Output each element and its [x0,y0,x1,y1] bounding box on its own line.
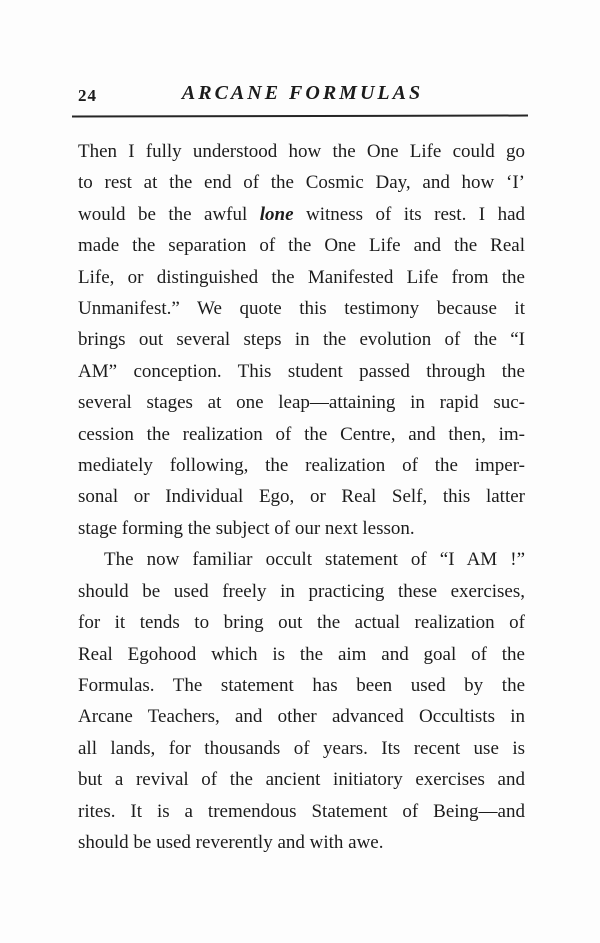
text-run: brings out several steps in the evolution of the “I [78,329,525,351]
text-run: witness of its rest. I had [293,203,526,225]
text-line [78,701,525,732]
text-line [78,262,525,293]
text-run: The now familiar occult statement of “I AM !” [104,549,525,571]
text-line [78,450,525,481]
text-run: all lands, for thousands of years. Its recent use is [78,737,525,759]
text-line [78,419,525,450]
text-run: stage forming the subject of our next lesson. [78,517,415,539]
text-run: rites. It is a tremendous Statement of Being—and [78,800,525,822]
text-run: Then I fully understood how the One Life could go [78,141,525,162]
paragraph [78,136,525,544]
text-line [78,136,525,167]
text-run: would be the awful [78,203,260,225]
text-run: mediately following, the realization of the imper- [78,455,525,477]
text-line [78,607,525,638]
text-line [78,356,525,387]
text-line [78,544,525,575]
header-rule [72,115,528,118]
text-run: for it tends to bring out the actual realization of [78,612,525,634]
text-line [78,764,525,795]
text-line [78,324,525,355]
text-run: cession the realization of the Centre, and then, im- [78,423,525,445]
text-line [78,230,525,261]
text-line [78,576,525,607]
page-header [78,82,527,108]
text-line [78,796,525,827]
text-run: but a revival of the ancient initiatory exercises and [78,769,525,791]
page-number: 24 [78,86,97,105]
text-line [78,639,525,670]
text-run: Formulas. The statement has been used by the [78,674,525,696]
paragraph [78,544,525,858]
text-line [78,199,525,230]
text-line [78,827,525,858]
text-run: made the separation of the One Life and the Real [78,235,525,257]
text-run: Arcane Teachers, and other advanced Occultists in [78,706,525,728]
text-line [78,387,525,418]
text-run: should be used freely in practicing these exercises, [78,580,525,602]
text-run: Life, or distinguished the Manifested Life from the [78,266,525,288]
text-run: several stages at one leap—attaining in rapid suc- [78,392,525,414]
italic-text: lone [259,203,294,225]
text-run: sonal or Individual Ego, or Real Self, this latter [78,486,525,508]
text-line [78,733,525,764]
text-line [78,481,525,512]
text-run: to rest at the end of the Cosmic Day, and how ‘I’ [78,172,525,194]
text-line [78,513,525,544]
text-run: Real Egohood which is the aim and goal of the [78,643,525,665]
running-title: ARCANE FORMULAS [181,82,424,104]
text-line [78,670,525,701]
body-text [78,136,525,858]
text-line [78,293,525,324]
text-run: Unmanifest.” We quote this testimony because it [78,298,525,320]
text-run: should be used reverently and with awe. [78,831,384,853]
text-line [78,167,525,198]
text-run: AM” conception. This student passed through the [78,360,525,382]
